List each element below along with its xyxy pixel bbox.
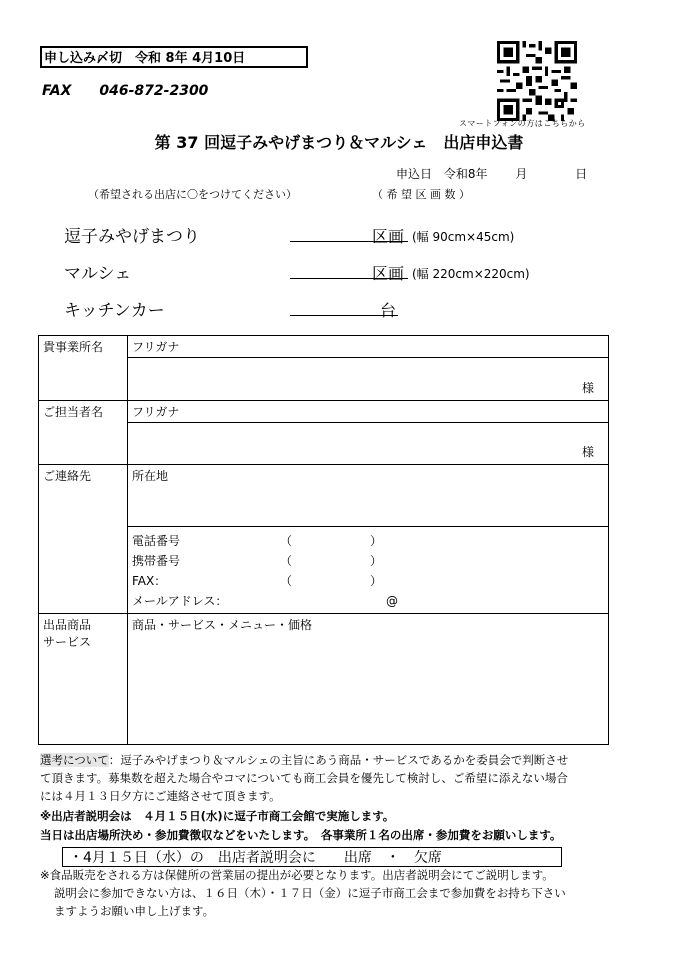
option-marche-unit: 区画 (372, 264, 405, 283)
option-marche-label[interactable]: マルシェ (64, 264, 132, 284)
products-field[interactable]: 商品・サービス・メニュー・価格 (128, 614, 609, 745)
selection-note-3: には４月１３日夕方にご連絡させて頂きます。 (40, 789, 281, 803)
option-marche-size: (幅 220cm×220cm) (412, 267, 530, 281)
fax-number: FAX 046-872-2300 (42, 83, 209, 99)
application-date (396, 165, 587, 182)
date-month: 月 (515, 167, 528, 181)
application-form (38, 335, 609, 745)
briefing-day-note: 当日は出店場所決め・参加費徴収などをいたします。 各事業所１名の出席・参加費をお願いします。 (40, 828, 562, 842)
briefing-note: ※出店者説明会は ４月１５日(水)に逗子市商工会館で実施します。 (40, 809, 395, 823)
date-label: 申込日 (396, 167, 433, 181)
option-zushi-label[interactable]: 逗子みやげまつり (64, 227, 200, 247)
deadline-box: 申し込み〆切 令和 8年 4月10日 (40, 46, 308, 68)
contact-details (128, 527, 609, 614)
option-kitchencar-unit: 台 (380, 301, 397, 320)
business-furigana-field[interactable]: フリガナ (128, 336, 609, 358)
person-label: ご担当者名 (39, 401, 128, 465)
business-label: 貴事業所名 (39, 336, 128, 401)
selection-note-1: 選考について：逗子みやげまつり＆マルシェの主旨にあう商品・サービスであるかを委員会で判断させ (40, 753, 569, 767)
option-kitchencar-label[interactable]: キッチンカー (64, 301, 165, 321)
selection-hint: （希望される出店に〇をつけてください） (88, 188, 297, 201)
qr-caption: スマートフォンの方はこちらから (459, 119, 586, 128)
person-name-field[interactable] (128, 423, 609, 465)
food-note-3: ますようお願い申し上げます。 (54, 904, 215, 918)
mobile-field[interactable]: 携帯番号 （ ） (132, 554, 383, 568)
person-furigana-field[interactable]: フリガナ (128, 401, 609, 423)
page-title: 第 37 回逗子みやげまつり＆マルシェ 出店申込書 (154, 133, 524, 152)
qr-code-icon (497, 41, 577, 121)
email-field[interactable]: メールアドレス： @ (132, 594, 398, 608)
business-sama: 様 (581, 381, 594, 395)
products-label: 出品商品 サービス (39, 614, 128, 745)
date-year: 令和8年 (443, 167, 488, 181)
selection-note-2: て頂きます。募集数を超えた場合やコマについても商工会員を優先して検討し、ご希望に添えない場合 (40, 771, 568, 785)
food-note-2: 説明会に参加できない方は、１６日（木）・１７日（金）に逗子市商工会まで参加費をお持ち下さい (54, 886, 566, 900)
phone-field[interactable]: 電話番号 （ ） (132, 534, 383, 548)
attendance-box[interactable]: ・4月１５日（水）の 出店者説明会に 出席 ・ 欠席 (62, 847, 562, 867)
contact-label: ご連絡先 (39, 465, 128, 614)
date-day: 日 (575, 167, 588, 181)
count-hint: （ 希 望 区 画 数 ） (372, 188, 470, 201)
address-field[interactable]: 所在地 (128, 465, 609, 527)
option-zushi-size: (幅 90cm×45cm) (412, 230, 515, 244)
fax-field[interactable]: FAX： （ ） (132, 574, 383, 588)
option-zushi-unit: 区画 (372, 227, 405, 246)
person-sama: 様 (581, 445, 594, 459)
food-note-1: ※食品販売をされる方は保健所の営業届の提出が必要となります。出店者説明会にてご説明します。 (40, 868, 554, 882)
business-name-field[interactable] (128, 358, 609, 401)
